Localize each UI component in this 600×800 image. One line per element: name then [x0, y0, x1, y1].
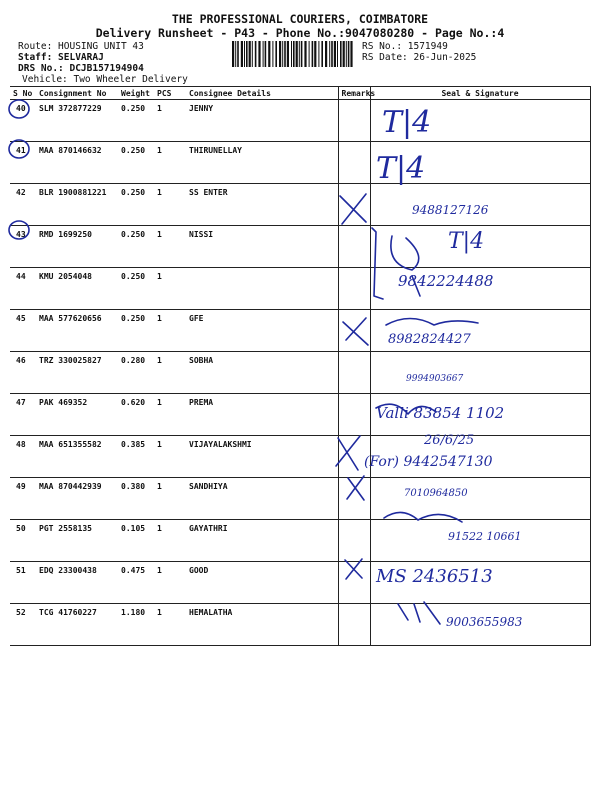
barcode-bar: [314, 41, 316, 67]
barcode-bar: [246, 41, 248, 67]
sno-cell: 50: [10, 520, 36, 562]
handwriting-44: 9842224488: [398, 272, 494, 290]
seal-signature-cell: [370, 100, 590, 142]
barcode-bar: [232, 41, 234, 67]
sno-cell: 40: [10, 100, 36, 142]
barcode-bar: [340, 41, 342, 67]
consignment-cell: RMD 1699250: [36, 226, 118, 268]
table-row: [10, 184, 590, 226]
weight-cell: 0.250: [118, 268, 154, 310]
consignment-cell: TCG 41760227: [36, 604, 118, 646]
table-row: [10, 604, 590, 646]
consignment-cell: MAA 870146632: [36, 142, 118, 184]
remarks-cell: [338, 478, 370, 520]
col-consignment: Consignment No: [36, 87, 118, 100]
table-header-row: [10, 87, 590, 100]
handwriting-48-date: 26/6/25: [424, 433, 475, 448]
handwriting-49: 7010964850: [404, 488, 468, 499]
seal-signature-cell: [370, 562, 590, 604]
barcode-bar: [331, 41, 333, 67]
barcode-bar: [263, 41, 264, 67]
consignment-cell: TRZ 330025827: [36, 352, 118, 394]
table-row: [10, 310, 590, 352]
col-seal-signature: Seal & Signature: [370, 87, 590, 100]
table-row: [10, 226, 590, 268]
handwriting-40: T|4: [382, 105, 432, 140]
handwriting-43: T|4: [448, 229, 485, 254]
consignment-cell: EDQ 23300438: [36, 562, 118, 604]
barcode-bar: [348, 41, 350, 67]
consignment-cell: MAA 870442939: [36, 478, 118, 520]
barcode-bar: [321, 41, 323, 67]
remarks-cell: [338, 352, 370, 394]
barcode-bar: [249, 41, 251, 67]
sno-cell: 41: [10, 142, 36, 184]
consignment-cell: PGT 2558135: [36, 520, 118, 562]
table-row: [10, 436, 590, 478]
remarks-cell: [338, 436, 370, 478]
remarks-cell: [338, 142, 370, 184]
barcode-bar: [272, 41, 273, 67]
barcode-bar: [279, 41, 281, 67]
handwriting-47: Valli 83854 1102: [376, 404, 505, 422]
barcode-icon: [232, 41, 356, 67]
pcs-cell: 1: [154, 184, 186, 226]
seal-signature-cell: [370, 352, 590, 394]
barcode-bar: [275, 41, 277, 67]
handwriting-42: 9488127126: [412, 203, 489, 217]
pcs-cell: 1: [154, 520, 186, 562]
seal-signature-cell: [370, 604, 590, 646]
remarks-cell: [338, 520, 370, 562]
pcs-cell: 1: [154, 604, 186, 646]
sno-cell: 45: [10, 310, 36, 352]
weight-cell: 0.475: [118, 562, 154, 604]
handwriting-52: 9003655983: [446, 615, 523, 629]
consignment-cell: BLR 1900881221: [36, 184, 118, 226]
sno-cell: 48: [10, 436, 36, 478]
weight-cell: 0.250: [118, 100, 154, 142]
remarks-cell: [338, 100, 370, 142]
handwriting-50: 91522 10661: [448, 530, 522, 543]
handwriting-46: 9994903667: [406, 374, 464, 384]
consignment-cell: KMU 2054048: [36, 268, 118, 310]
table-row: [10, 562, 590, 604]
drs-number: DRS No.: DCJB157194904: [18, 63, 144, 74]
barcode-bar: [334, 41, 336, 67]
sno-cell: 49: [10, 478, 36, 520]
pcs-cell: 1: [154, 352, 186, 394]
remarks-cell: [338, 184, 370, 226]
seal-signature-cell: [370, 184, 590, 226]
weight-cell: 0.250: [118, 184, 154, 226]
seal-signature-cell: [370, 520, 590, 562]
table-row: [10, 394, 590, 436]
barcode-bar: [287, 41, 289, 67]
pcs-cell: 1: [154, 100, 186, 142]
col-pcs: PCS: [154, 87, 186, 100]
col-consignee: Consignee Details: [186, 87, 338, 100]
weight-cell: 0.380: [118, 478, 154, 520]
weight-cell: 0.250: [118, 142, 154, 184]
barcode-bar: [291, 41, 292, 67]
consignee-cell: GFE: [186, 310, 338, 352]
sno-cell: 44: [10, 268, 36, 310]
pcs-cell: 1: [154, 562, 186, 604]
sno-cell: 52: [10, 604, 36, 646]
barcode-bar: [329, 41, 330, 67]
barcode-bar: [284, 41, 286, 67]
barcode-bar: [337, 41, 338, 67]
seal-signature-cell: [370, 478, 590, 520]
staff-label: Staff: SELVARAJ: [18, 52, 104, 63]
weight-cell: 0.250: [118, 310, 154, 352]
consignee-cell: HEMALATHA: [186, 604, 338, 646]
remarks-cell: [338, 604, 370, 646]
consignment-cell: SLM 372877229: [36, 100, 118, 142]
seal-signature-cell: [370, 394, 590, 436]
barcode-bar: [343, 41, 345, 67]
consignee-cell: GOOD: [186, 562, 338, 604]
handwriting-48: (For) 9442547130: [364, 454, 493, 470]
barcode-bar: [255, 41, 257, 67]
pcs-cell: 1: [154, 142, 186, 184]
barcode-bar: [350, 41, 352, 67]
consignment-cell: MAA 651355582: [36, 436, 118, 478]
handwriting-51: MS 2436513: [376, 566, 493, 587]
consignee-cell: SOBHA: [186, 352, 338, 394]
barcode-bar: [304, 41, 306, 67]
seal-signature-cell: [370, 226, 590, 268]
remarks-cell: [338, 394, 370, 436]
consignee-cell: JENNY: [186, 100, 338, 142]
barcode-bar: [282, 41, 283, 67]
sno-cell: 46: [10, 352, 36, 394]
barcode-bar: [309, 41, 310, 67]
col-remarks: Remarks: [338, 87, 370, 100]
barcode-bar: [237, 41, 239, 67]
consignee-cell: SS ENTER: [186, 184, 338, 226]
sno-cell: 51: [10, 562, 36, 604]
barcode-bar: [325, 41, 327, 67]
barcode-bar: [244, 41, 245, 67]
vehicle-label: Vehicle: Two Wheeler Delivery: [22, 74, 188, 85]
seal-signature-cell: [370, 142, 590, 184]
consignee-cell: PREMA: [186, 394, 338, 436]
table-row: [10, 142, 590, 184]
table-row: [10, 352, 590, 394]
company-title: THE PROFESSIONAL COURIERS, COIMBATORE: [171, 12, 429, 26]
remarks-cell: [338, 226, 370, 268]
remarks-cell: [338, 562, 370, 604]
weight-cell: 1.180: [118, 604, 154, 646]
handwriting-41: T|4: [376, 151, 426, 186]
weight-cell: 0.385: [118, 436, 154, 478]
consignee-cell: [186, 268, 338, 310]
weight-cell: 0.620: [118, 394, 154, 436]
runsheet-title: Delivery Runsheet - P43 - Phone No.:9047080280 - Page No.:4: [95, 26, 505, 40]
weight-cell: 0.280: [118, 352, 154, 394]
consignee-cell: VIJAYALAKSHMI: [186, 436, 338, 478]
rs-number: RS No.: 1571949: [362, 41, 448, 52]
table-row: [10, 268, 590, 310]
barcode-bar: [252, 41, 253, 67]
handwriting-45: 8982824427: [388, 332, 471, 347]
table-row: [10, 478, 590, 520]
remarks-cell: [338, 310, 370, 352]
rs-date: RS Date: 26-Jun-2025: [362, 52, 477, 63]
consignee-cell: SANDHIYA: [186, 478, 338, 520]
sno-cell: 43: [10, 226, 36, 268]
pcs-cell: 1: [154, 268, 186, 310]
barcode-bar: [312, 41, 314, 67]
col-weight: Weight: [118, 87, 154, 100]
pcs-cell: 1: [154, 478, 186, 520]
barcode-bar: [268, 41, 270, 67]
route-label: Route: HOUSING UNIT 43: [18, 41, 144, 52]
consignee-cell: NISSI: [186, 226, 338, 268]
col-sno: S No: [10, 87, 36, 100]
barcode-bar: [301, 41, 303, 67]
seal-signature-cell: [370, 310, 590, 352]
barcode-bar: [258, 41, 260, 67]
barcode-bar: [235, 41, 236, 67]
consignment-cell: MAA 577620656: [36, 310, 118, 352]
pcs-cell: 1: [154, 436, 186, 478]
remarks-cell: [338, 268, 370, 310]
consignee-cell: GAYATHRI: [186, 520, 338, 562]
seal-signature-cell: [370, 436, 590, 478]
barcode-bar: [293, 41, 295, 67]
barcode-bar: [265, 41, 267, 67]
pcs-cell: 1: [154, 226, 186, 268]
weight-cell: 0.105: [118, 520, 154, 562]
sno-cell: 42: [10, 184, 36, 226]
barcode-bar: [296, 41, 298, 67]
table-row: [10, 520, 590, 562]
pcs-cell: 1: [154, 394, 186, 436]
consignee-cell: THIRUNELLAY: [186, 142, 338, 184]
sno-cell: 47: [10, 394, 36, 436]
pcs-cell: 1: [154, 310, 186, 352]
seal-signature-cell: [370, 268, 590, 310]
consignment-cell: PAK 469352: [36, 394, 118, 436]
barcode-bar: [299, 41, 300, 67]
barcode-bar: [241, 41, 243, 67]
barcode-bar: [318, 41, 319, 67]
table-row: [10, 100, 590, 142]
weight-cell: 0.250: [118, 226, 154, 268]
runsheet-table: [10, 86, 591, 646]
barcode-bar: [346, 41, 347, 67]
